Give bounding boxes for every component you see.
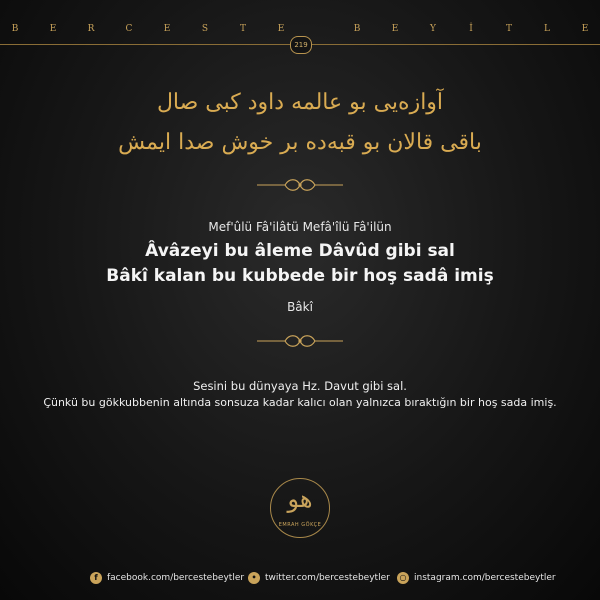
header-letter: S [201, 24, 209, 34]
header [0, 0, 600, 60]
header-divider-right [310, 44, 600, 45]
page-number-badge: 219 [290, 36, 312, 54]
header-letter: E [163, 24, 171, 34]
meter-pattern: Mef'ûlü Fâ'ilâtü Mefâ'îlü Fâ'ilün [208, 220, 392, 234]
header-letter: T [505, 24, 512, 34]
header-letter: R [87, 24, 95, 34]
translation-line-1: Sesini bu dünyaya Hz. Davut gibi sal. [193, 379, 407, 393]
ottoman-verse-line-1: آوازه‌یی بو عالمه داود کبی صال [156, 90, 444, 115]
twitter-link[interactable] [248, 572, 390, 584]
header-letter: E [581, 24, 589, 34]
ornament-divider-icon [255, 176, 345, 194]
header-letter-gap [312, 24, 326, 34]
header-letter: C [125, 24, 133, 34]
header-letter: E [49, 24, 57, 34]
ottoman-verse-line-2: باقی قالان بو قبه‌ده بر خوش صدا ایمش [118, 130, 482, 155]
header-letter: T [239, 24, 246, 34]
ornament-divider-icon [255, 332, 345, 350]
instagram-link[interactable] [397, 572, 556, 584]
header-letter: E [277, 24, 285, 34]
calligraphy-logo [270, 478, 330, 538]
header-letter: B [353, 24, 361, 34]
header-divider-left [0, 44, 290, 45]
header-letter: Y [430, 24, 436, 34]
verse-line-1: Âvâzeyi bu âleme Dâvûd gibi sal [145, 241, 455, 261]
twitter-icon: • [248, 572, 260, 584]
facebook-link[interactable] [90, 572, 244, 584]
instagram-handle: instagram.com/bercestebeytler [414, 573, 556, 583]
footer-social-links [0, 572, 600, 588]
twitter-handle: twitter.com/bercestebeytler [265, 573, 390, 583]
facebook-handle: facebook.com/bercestebeytler [107, 573, 245, 583]
header-brand-letters [0, 24, 600, 34]
poet-name: Bâkî [287, 300, 313, 314]
instagram-icon: ○ [397, 572, 409, 584]
calligraphy-mark-icon: هو [287, 485, 313, 513]
header-letter: L [544, 24, 550, 34]
header-letter: İ [469, 24, 473, 34]
facebook-icon: f [90, 572, 102, 584]
verse-line-2: Bâkî kalan bu kubbede bir hoş sadâ imiş [106, 266, 494, 286]
translation-line-2: Çünkü bu gökkubbenin altında sonsuza kadar kalıcı olan yalnızca bıraktığın bir hoş sada imiş. [43, 396, 557, 409]
header-letter: E [391, 24, 399, 34]
header-letter: B [11, 24, 19, 34]
logo-artist-name: EMRAH GÖKÇE [278, 522, 322, 528]
